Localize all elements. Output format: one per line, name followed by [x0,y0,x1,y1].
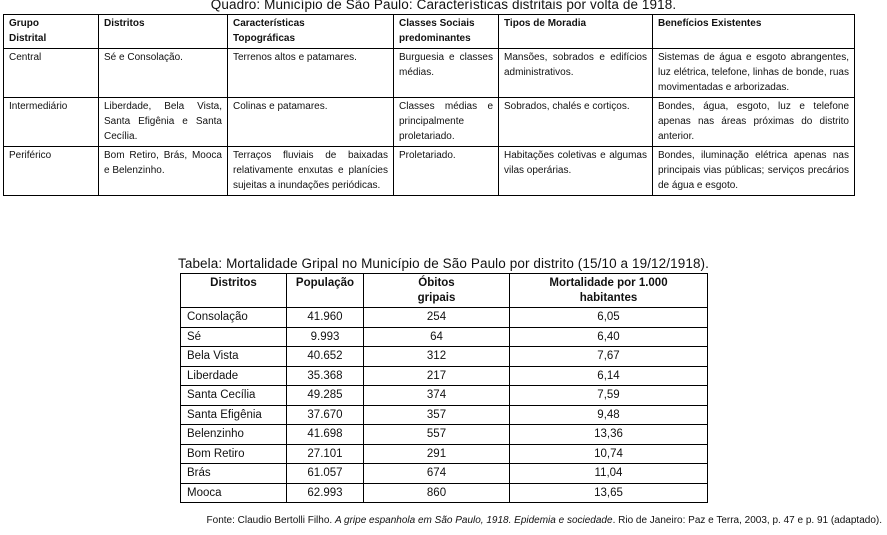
cell-mortalidade: 11,04 [510,464,708,484]
table-row [181,327,708,347]
quadro-cell-distritos: Sé e Consolação. [99,49,228,98]
cell-mortalidade: 7,59 [510,386,708,406]
mortalidade-table [180,273,708,503]
cell-mortalidade: 7,67 [510,347,708,367]
cell-distrito: Santa Cecília [181,386,287,406]
source-citation: Fonte: Claudio Bertolli Filho. A gripe espanhola em São Paulo, 1918. Epidemia e sociedade. Rio de Janeiro: Paz e Terra, 2003, p. 47 e p. 91 (adaptado). [206,515,882,526]
cell-distrito: Belenzinho [181,425,287,445]
cell-distrito: Bom Retiro [181,444,287,464]
cell-distrito: Consolação [181,308,287,328]
quadro-cell-beneficios: Sistemas de água e esgoto abrangentes, luz elétrica, telefone, linhas de bonde, ruas movimentadas e arborizadas. [653,49,855,98]
quadro-cell-beneficios: Bondes, água, esgoto, luz e telefone apenas nas áreas próximas do distrito anterior. [653,98,855,147]
tabela-title: Tabela: Mortalidade Gripal no Município de São Paulo por distrito (15/10 a 19/12/1918). [177,256,710,271]
quadro-cell-distritos: Liberdade, Bela Vista, Santa Efigênia e Santa Cecília. [99,98,228,147]
quadro-cell-grupo: Central [4,49,99,98]
cell-obitos: 254 [364,308,510,328]
table-row [181,366,708,386]
header-distritos: Distritos [181,274,287,308]
table-row [181,483,708,503]
quadro-row [4,147,855,196]
quadro-cell-moradia: Sobrados, chalés e cortiços. [499,98,653,147]
tabela-header-row [181,274,708,308]
header-tipos-de-moradia: Tipos de Moradia [499,15,653,49]
book-title: A gripe espanhola em São Paulo, 1918. Epidemia e sociedade [334,515,613,526]
cell-distrito: Liberdade [181,366,287,386]
quadro-cell-classes: Burguesia e classes médias. [394,49,499,98]
table-row [181,425,708,445]
header-populacao: População [287,274,364,308]
header-distritos: Distritos [99,15,228,49]
quadro-title: Quadro: Município de São Paulo: Características distritais por volta de 1918. [210,0,677,12]
table-row [181,464,708,484]
table-row [181,308,708,328]
table-row [181,386,708,406]
cell-obitos: 291 [364,444,510,464]
cell-distrito: Bela Vista [181,347,287,367]
quadro-cell-grupo: Periférico [4,147,99,196]
cell-mortalidade: 13,65 [510,483,708,503]
cell-populacao: 62.993 [287,483,364,503]
cell-populacao: 40.652 [287,347,364,367]
header-obitos-gripais: Óbitos gripais [364,274,510,308]
quadro-cell-topografia: Terraços fluviais de baixadas relativamente enxutas e planícies sujeitas a inundações periódicas. [228,147,394,196]
quadro-cell-beneficios: Bondes, iluminação elétrica apenas nas principais vias públicas; serviços precários de água e esgoto. [653,147,855,196]
cell-obitos: 674 [364,464,510,484]
cell-obitos: 217 [364,366,510,386]
cell-populacao: 9.993 [287,327,364,347]
cell-populacao: 41.960 [287,308,364,328]
cell-distrito: Brás [181,464,287,484]
cell-obitos: 860 [364,483,510,503]
cell-mortalidade: 6,05 [510,308,708,328]
header-mortalidade: Mortalidade por 1.000 habitantes [510,274,708,308]
cell-mortalidade: 9,48 [510,405,708,425]
quadro-cell-topografia: Terrenos altos e patamares. [228,49,394,98]
quadro-cell-classes: Classes médias e principalmente proletariado. [394,98,499,147]
cell-mortalidade: 10,74 [510,444,708,464]
quadro-cell-moradia: Habitações coletivas e algumas vilas operárias. [499,147,653,196]
cell-populacao: 37.670 [287,405,364,425]
header-classes-sociais: Classes Sociais predominantes [394,15,499,49]
quadro-cell-topografia: Colinas e patamares. [228,98,394,147]
cell-distrito: Santa Efigênia [181,405,287,425]
quadro-table [3,14,855,196]
table-row [181,405,708,425]
cell-obitos: 374 [364,386,510,406]
cell-distrito: Sé [181,327,287,347]
cell-populacao: 49.285 [287,386,364,406]
quadro-cell-classes: Proletariado. [394,147,499,196]
cell-populacao: 61.057 [287,464,364,484]
quadro-header-row [4,15,855,49]
cell-mortalidade: 6,40 [510,327,708,347]
quadro-cell-distritos: Bom Retiro, Brás, Mooca e Belenzinho. [99,147,228,196]
cell-populacao: 35.368 [287,366,364,386]
table-row [181,347,708,367]
quadro-cell-grupo: Intermediário [4,98,99,147]
cell-mortalidade: 13,36 [510,425,708,445]
cell-populacao: 27.101 [287,444,364,464]
header-caracteristicas-topograficas: Características Topográficas [228,15,394,49]
quadro-cell-moradia: Mansões, sobrados e edifícios administrativos. [499,49,653,98]
quadro-row [4,49,855,98]
header-beneficios-existentes: Benefícios Existentes [653,15,855,49]
header-grupo-distrital: Grupo Distrital [4,15,99,49]
cell-obitos: 557 [364,425,510,445]
cell-populacao: 41.698 [287,425,364,445]
table-row [181,444,708,464]
cell-obitos: 312 [364,347,510,367]
cell-distrito: Mooca [181,483,287,503]
cell-obitos: 357 [364,405,510,425]
quadro-row [4,98,855,147]
cell-mortalidade: 6,14 [510,366,708,386]
cell-obitos: 64 [364,327,510,347]
